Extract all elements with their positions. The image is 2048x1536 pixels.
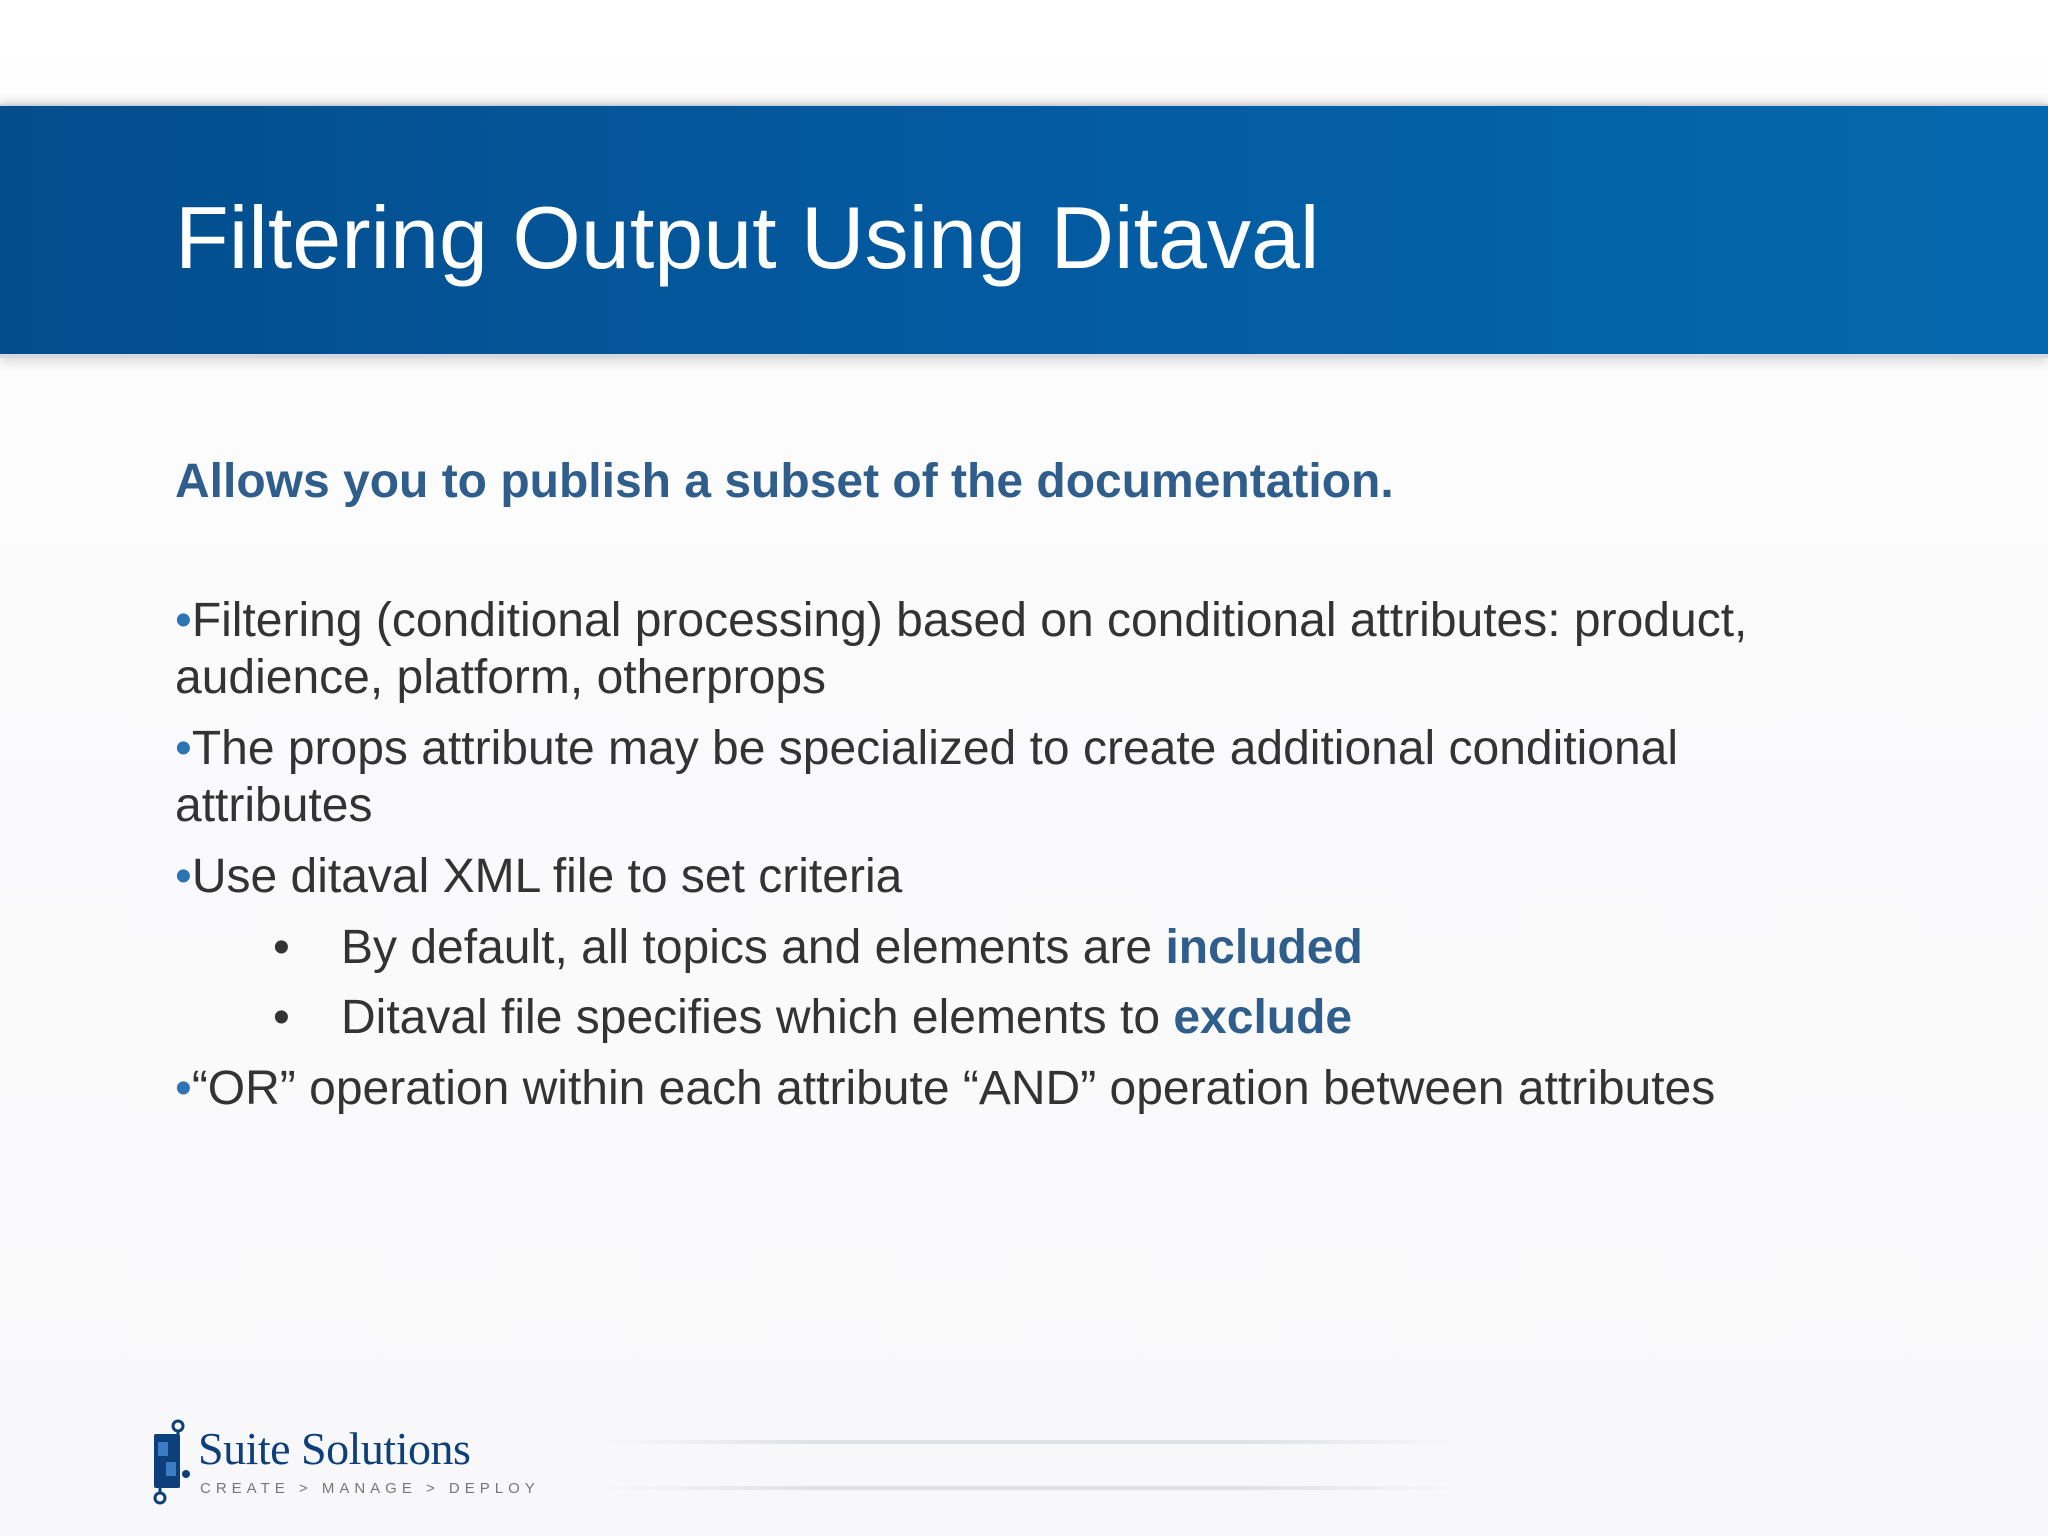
suite-solutions-logo (148, 1410, 540, 1510)
bullet-item (175, 1060, 1875, 1117)
emphasis-included: included (1165, 921, 1363, 974)
slide-title: Filtering Output Using Ditaval (175, 188, 1320, 287)
sub-bullet-marker: • (273, 921, 290, 974)
footer-divider (600, 1486, 1460, 1490)
sub-bullet-text: By default, all topics and elements are (341, 921, 1166, 974)
sub-bullet-text: Ditaval file specifies which elements to (341, 991, 1174, 1044)
bullet-item (175, 848, 1875, 905)
bullet-item (175, 720, 1875, 834)
footer-divider (600, 1440, 1460, 1444)
logo-tagline: CREATE > MANAGE > DEPLOY (200, 1480, 540, 1497)
bullet-marker: • (175, 850, 192, 903)
sub-bullet-item (175, 919, 1875, 976)
bullet-item (175, 592, 1875, 706)
bullet-text: The props attribute may be specialized to create additional conditional attributes (175, 722, 1679, 832)
logo-mark-icon (148, 1414, 194, 1506)
bullet-marker: • (175, 722, 192, 775)
bullet-list (175, 592, 1875, 1131)
bullet-text: Use ditaval XML file to set criteria (191, 850, 903, 903)
sub-bullet-item (175, 989, 1875, 1046)
logo-name: Suite Solutions (198, 1423, 471, 1474)
bullet-marker: • (175, 594, 192, 647)
sub-bullet-marker: • (273, 991, 290, 1044)
emphasis-exclude: exclude (1173, 991, 1353, 1044)
bullet-text: Filtering (conditional processing) based on conditional attributes: product, audience, platform, otherprops (175, 594, 1748, 704)
bullet-marker: • (175, 1062, 192, 1115)
bullet-text: “OR” operation within each attribute “AND” operation between attributes (191, 1062, 1716, 1115)
sub-bullet-list (175, 919, 1875, 1046)
slide-subtitle: Allows you to publish a subset of the documentation. (175, 455, 1394, 508)
